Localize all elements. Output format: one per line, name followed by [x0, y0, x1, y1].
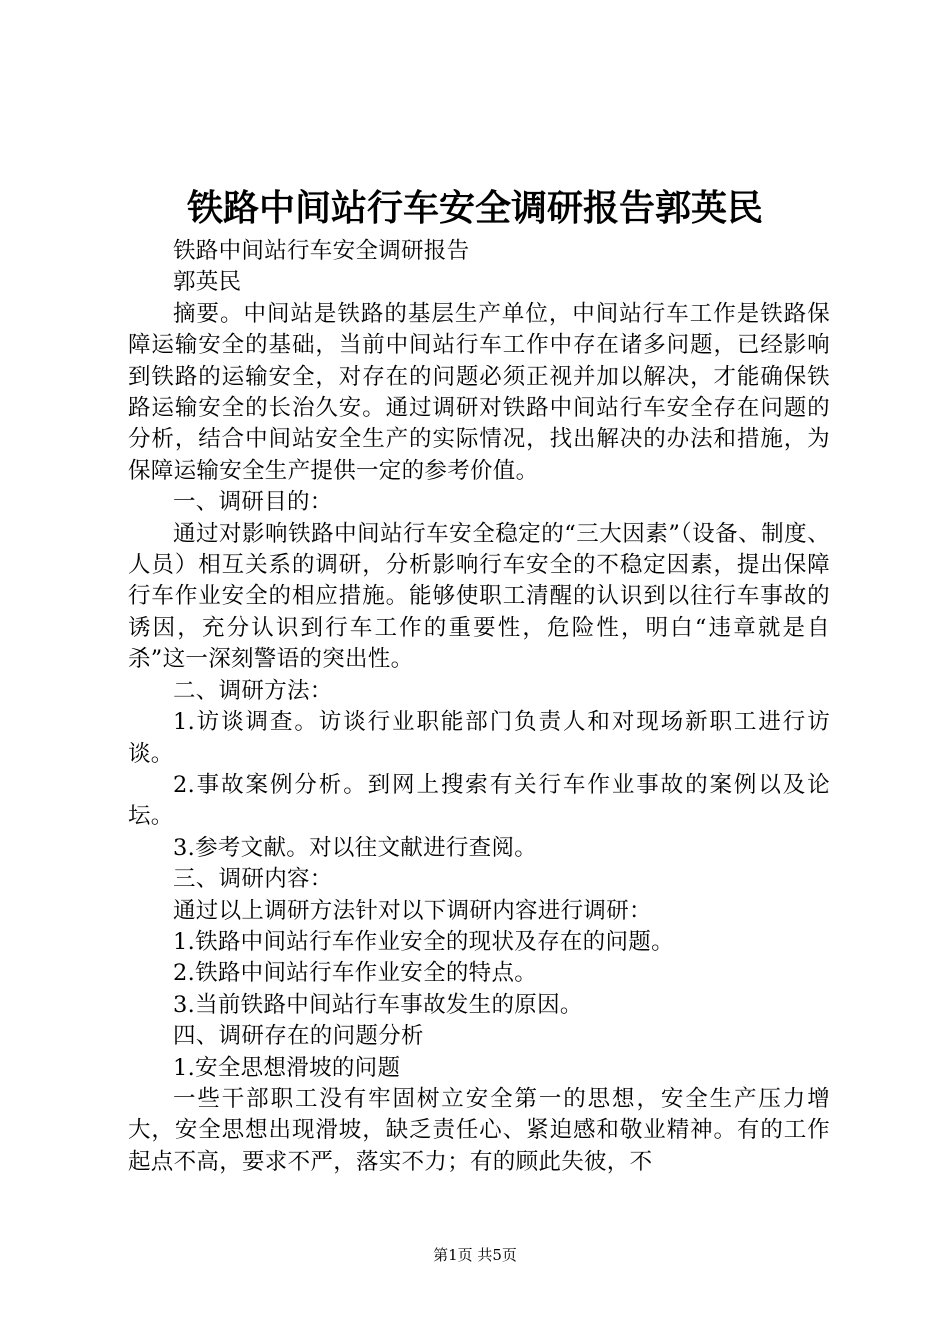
paragraph: 二、调研方法： — [173, 677, 333, 704]
paragraph: 一些干部职工没有牢固树立安全第一的思想，安全生产压力增大，安全思想出现滑坡，缺乏责任心、紧迫感和敬业精神。有的工作起点不高，要求不严，落实不力；有的顾此失彼，不 — [128, 1085, 830, 1175]
paragraph: 1.访谈调查。访谈行业职能部门负责人和对现场新职工进行访谈。 — [128, 709, 830, 767]
paragraph: 1.安全思想滑坡的问题 — [173, 1054, 401, 1081]
paragraph: 摘要。中间站是铁路的基层生产单位，中间站行车工作是铁路保障运输安全的基础，当前中间站行车工作中存在诸多问题，已经影响到铁路的运输安全，对存在的问题必须正视并加以解决，才能确保铁路运输安全的长治久安。通过调研对铁路中间站行车安全存在问题的分析，结合中间站安全生产的实际情况，找出解决的办法和措施，为保障运输安全生产提供一定的参考价值。 — [128, 300, 830, 484]
paragraph: 2.铁路中间站行车作业安全的特点。 — [173, 960, 538, 987]
paragraph: 2.事故案例分析。到网上搜索有关行车作业事故的案例以及论坛。 — [128, 771, 830, 830]
document-title: 铁路中间站行车安全调研报告郭英民 — [186, 187, 763, 229]
paragraph: 3.当前铁路中间站行车事故发生的原因。 — [173, 991, 583, 1018]
paragraph: 郭英民 — [173, 269, 242, 296]
page-footer: 第1页 共5页 — [433, 1246, 517, 1264]
paragraph: 四、调研存在的问题分析 — [173, 1023, 424, 1050]
paragraph: 1.铁路中间站行车作业安全的现状及存在的问题。 — [173, 928, 674, 955]
document-body — [128, 236, 830, 1178]
paragraph: 通过以上调研方法针对以下调研内容进行调研： — [173, 897, 652, 924]
paragraph: 一、调研目的： — [173, 489, 333, 516]
paragraph: 3.参考文献。对以往文献进行查阅。 — [173, 834, 538, 861]
paragraph: 三、调研内容： — [173, 866, 333, 893]
paragraph: 通过对影响铁路中间站行车安全稳定的“三大因素”（设备、制度、人员）相互关系的调研，分析影响行车安全的不稳定因素，提出保障行车作业安全的相应措施。能够使职工清醒的认识到以往行车事故的诱因，充分认识到行车工作的重要性，危险性，明白“违章就是自杀”这一深刻警语的突出性。 — [128, 520, 830, 673]
paragraph: 铁路中间站行车安全调研报告 — [173, 238, 470, 264]
